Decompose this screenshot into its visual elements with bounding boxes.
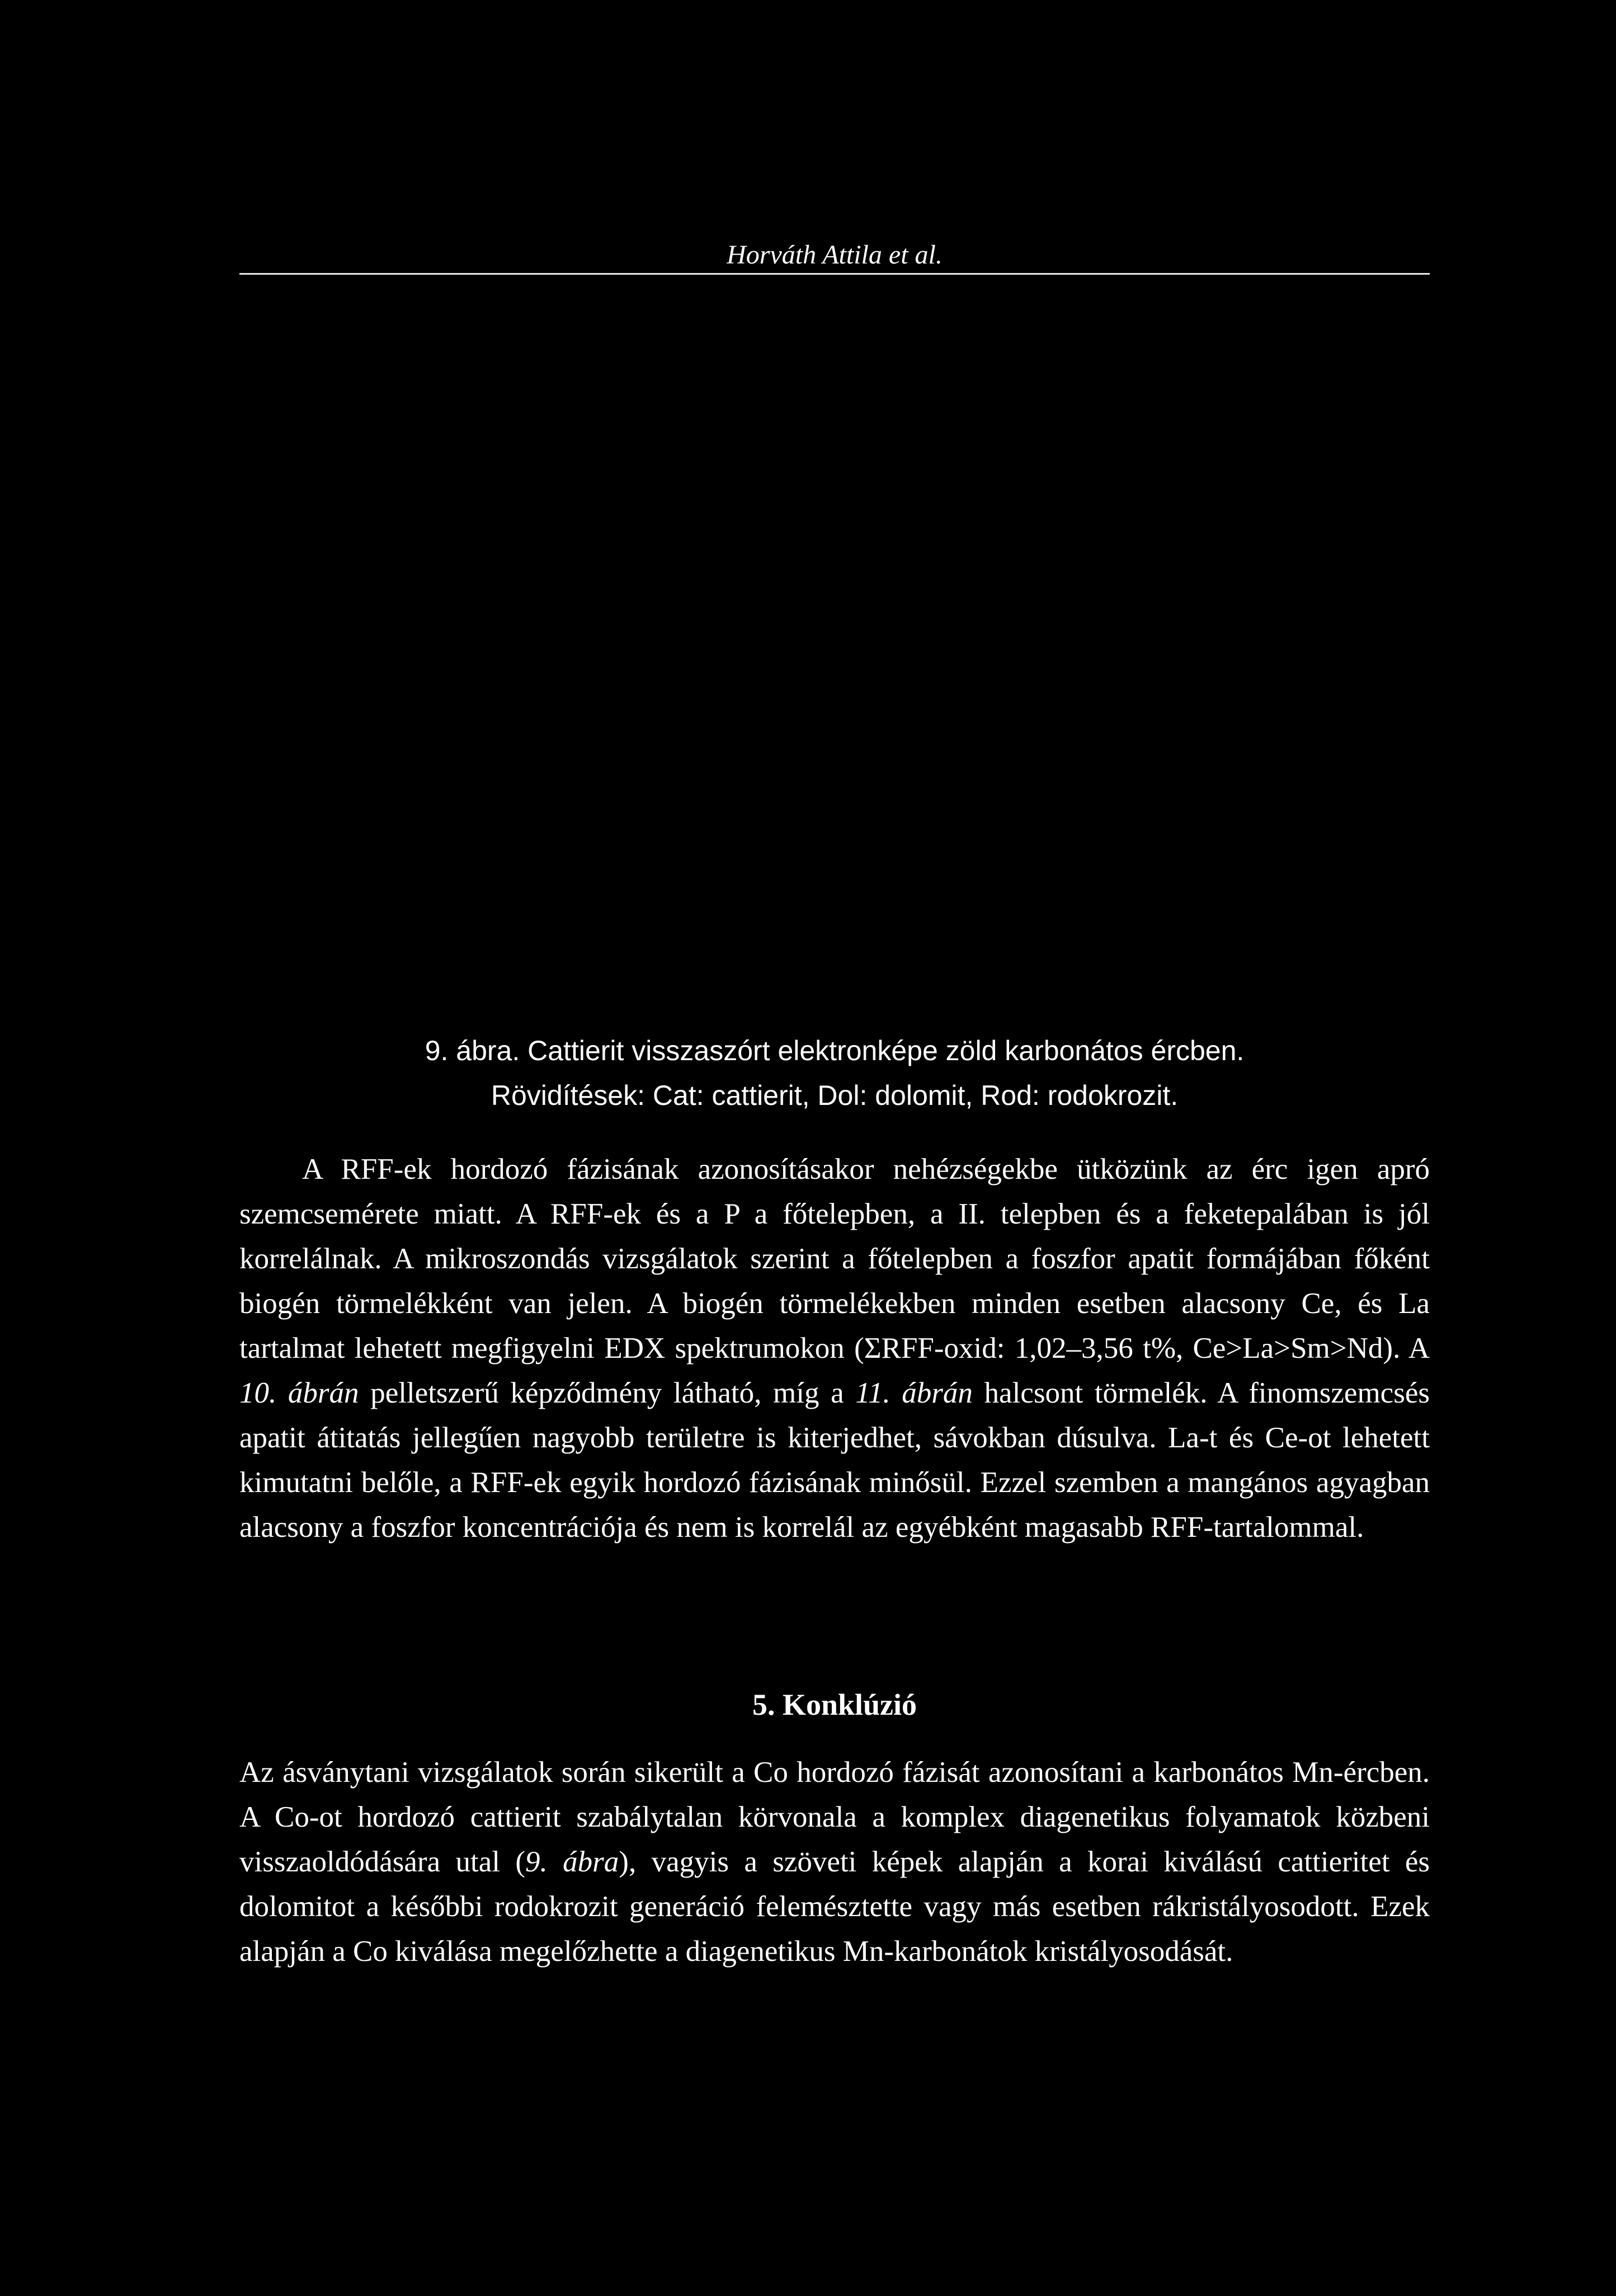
paragraph-2-part-2: ), vagyis a szöveti képek alapján a korai kiválású cattieritet és dolomitot a későbbi rodokrozit generáció felemésztette vagy más esetben rákristályosodott. Ezek alapján a Co kiválása megelőzhette a diagenetikus Mn-karbonátok kristályosodását. bbox=[239, 1846, 1430, 1968]
paragraph-1-part-1: A RFF-ek hordozó fázisának azonosításakor nehézségekbe ütközünk az érc igen apró szemcsemérete miatt. A RFF-ek és a P a főtelepben, a II. telepben és a feketepalában is jól korrelálnak. A mikroszondás vizsgálatok szerint a főtelepben a foszfor apatit formájában főként biogén törmelékként van jelen. A biogén törmelékekben minden esetben alacsony Ce, és La tartalmat lehetett megfigyelni EDX spektrumokon (ΣRFF-oxid: 1,02–3,56 t%, Ce>La>Sm>Nd). A bbox=[239, 1153, 1430, 1365]
caption-line-2: Rövidítések: Cat: cattierit, Dol: dolomit, Rod: rodokrozit. bbox=[491, 1080, 1179, 1111]
figure-ref-11: 11. ábrán bbox=[855, 1377, 973, 1409]
paragraph-1-part-3: halcsont törmelék. A finomszemcsés apatit átitatás jellegűen nagyobb területre is kiterjedhet, sávokban dúsulva. La-t és Ce-ot lehetett kimutatni belőle, a RFF-ek egyik hordozó fázisának minősül. Ezzel szemben a mangános agyagban alacsony a foszfor koncentrációja és nem is korrelál az egyébként magasabb RFF-tartalommal. bbox=[239, 1377, 1430, 1544]
paragraph-conclusion bbox=[239, 1750, 1430, 1974]
figure-ref-10: 10. ábrán bbox=[239, 1377, 359, 1409]
paragraph-2-text bbox=[239, 1750, 1430, 1974]
running-header bbox=[239, 239, 1430, 275]
paragraph-2-part-1: Az ásványtani vizsgálatok során sikerült a Co hordozó fázisát azonosítani a karbonátos Mn-ércben. A Co-ot hordozó cattierit szabálytalan körvonala a komplex diagenetikus folyamatok közbeni visszaoldódására utal ( bbox=[239, 1756, 1430, 1878]
paragraph-1-part-2: pelletszerű képződmény látható, míg a bbox=[359, 1377, 856, 1409]
figure-image bbox=[239, 291, 1430, 1007]
running-title: Horváth Attila et al. bbox=[727, 240, 943, 270]
paragraph-rff-carriers bbox=[239, 1147, 1430, 1550]
paragraph-1-text bbox=[239, 1147, 1430, 1550]
figure-ref-9: 9. ábra bbox=[525, 1846, 619, 1878]
caption-line-1: 9. ábra. Cattierit visszaszórt elektronképe zöld karbonátos ércben. bbox=[425, 1035, 1245, 1066]
section-heading: 5. Konklúzió bbox=[752, 1688, 917, 1721]
figure-caption bbox=[239, 1028, 1430, 1118]
